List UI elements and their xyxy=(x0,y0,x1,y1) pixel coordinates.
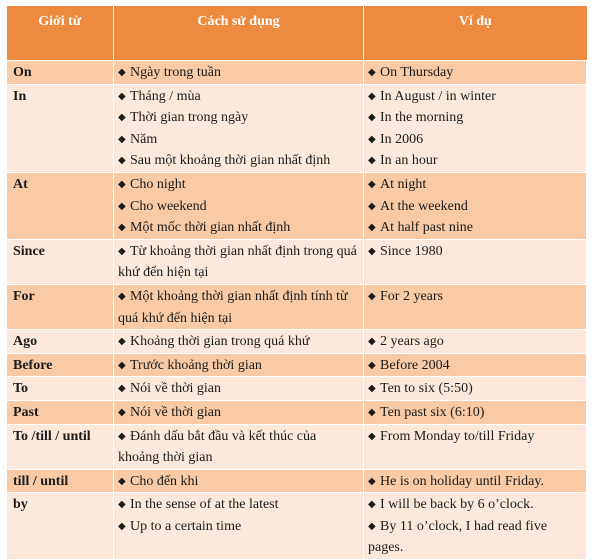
example-text: At night xyxy=(380,176,427,192)
diamond-bullet-icon: ◆ xyxy=(118,383,126,395)
usage-item xyxy=(118,62,359,84)
diamond-bullet-icon: ◆ xyxy=(368,155,376,167)
example-item xyxy=(368,286,582,308)
preposition-cell: Ago xyxy=(7,330,114,354)
diamond-bullet-icon: ◆ xyxy=(368,112,376,124)
example-text: He is on holiday until Friday. xyxy=(380,473,544,489)
diamond-bullet-icon: ◆ xyxy=(368,499,376,511)
example-text: For 2 years xyxy=(380,288,443,304)
example-item xyxy=(368,196,582,218)
usage-item xyxy=(118,355,359,377)
usage-text: Thời gian trong ngày xyxy=(130,110,249,126)
usage-text: Up to a certain time xyxy=(130,518,242,534)
diamond-bullet-icon: ◆ xyxy=(368,222,376,234)
usage-cell xyxy=(114,239,364,284)
usage-text: Từ khoảng thời gian nhất định trong quá khứ đến hiện tại xyxy=(118,243,357,281)
usage-item xyxy=(118,494,359,516)
diamond-bullet-icon: ◆ xyxy=(118,178,126,190)
table-row xyxy=(7,424,587,469)
example-item xyxy=(368,107,582,129)
usage-item xyxy=(118,196,359,218)
example-cell xyxy=(364,84,587,172)
example-cell xyxy=(364,172,587,239)
preposition-cell: Before xyxy=(7,353,114,377)
usage-cell xyxy=(114,424,364,469)
diamond-bullet-icon: ◆ xyxy=(118,133,126,145)
usage-text: Tháng / mùa xyxy=(130,88,201,104)
usage-cell xyxy=(114,84,364,172)
usage-text: Nói về thời gian xyxy=(130,404,221,420)
usage-item xyxy=(118,378,359,400)
usage-item xyxy=(118,402,359,424)
diamond-bullet-icon: ◆ xyxy=(368,178,376,190)
usage-text: Ngày trong tuần xyxy=(130,65,221,80)
diamond-bullet-icon: ◆ xyxy=(368,520,376,532)
usage-cell xyxy=(114,330,364,354)
table-row xyxy=(7,84,587,172)
diamond-bullet-icon: ◆ xyxy=(118,200,126,212)
example-cell xyxy=(364,377,587,401)
preposition-cell: till / until xyxy=(7,469,114,493)
example-text: By 11 o’clock, I had read five pages. xyxy=(368,518,548,556)
header-preposition: Giới từ xyxy=(7,6,114,61)
example-text: In the morning xyxy=(380,110,464,126)
table-row xyxy=(7,172,587,239)
usage-text: Cho night xyxy=(130,176,186,192)
usage-item xyxy=(118,331,359,353)
usage-cell xyxy=(114,61,364,85)
usage-text: Sau một khoảng thời gian nhất định xyxy=(130,153,331,169)
example-item xyxy=(368,150,582,172)
example-item xyxy=(368,86,582,108)
usage-text: Năm xyxy=(130,131,158,147)
usage-cell xyxy=(114,353,364,377)
diamond-bullet-icon: ◆ xyxy=(118,222,126,234)
diamond-bullet-icon: ◆ xyxy=(118,520,126,532)
table-body xyxy=(7,61,587,560)
usage-item xyxy=(118,86,359,108)
example-item xyxy=(368,62,582,84)
usage-cell xyxy=(114,469,364,493)
example-cell xyxy=(364,284,587,329)
example-item xyxy=(368,129,582,151)
table-row xyxy=(7,377,587,401)
usage-item xyxy=(118,107,359,129)
usage-cell xyxy=(114,284,364,329)
example-text: 2 years ago xyxy=(380,334,444,350)
usage-cell xyxy=(114,493,364,560)
diamond-bullet-icon: ◆ xyxy=(368,359,376,371)
usage-item xyxy=(118,286,359,329)
example-item xyxy=(368,331,582,353)
example-cell xyxy=(364,400,587,424)
preposition-cell: In xyxy=(7,84,114,172)
table-header-row xyxy=(7,6,587,61)
usage-item xyxy=(118,150,359,172)
usage-text: Trước khoảng thời gian xyxy=(130,357,262,373)
example-text: At the weekend xyxy=(380,198,468,214)
diamond-bullet-icon: ◆ xyxy=(118,245,126,257)
diamond-bullet-icon: ◆ xyxy=(118,112,126,124)
usage-text: Một mốc thời gian nhất định xyxy=(130,220,291,236)
preposition-cell: To xyxy=(7,377,114,401)
example-text: I will be back by 6 o’clock. xyxy=(380,497,534,513)
usage-text: Đánh dấu bắt đầu và kết thúc của khoảng thời gian xyxy=(118,428,317,466)
example-item xyxy=(368,516,582,559)
preposition-cell: Since xyxy=(7,239,114,284)
example-item xyxy=(368,471,582,493)
example-text: In an hour xyxy=(380,153,438,169)
diamond-bullet-icon: ◆ xyxy=(368,406,376,418)
example-text: In 2006 xyxy=(380,131,424,147)
table-row xyxy=(7,330,587,354)
example-text: On Thursday xyxy=(380,65,454,80)
example-text: At half past nine xyxy=(380,220,473,236)
example-cell xyxy=(364,493,587,560)
diamond-bullet-icon: ◆ xyxy=(118,499,126,511)
example-item xyxy=(368,402,582,424)
example-cell xyxy=(364,353,587,377)
diamond-bullet-icon: ◆ xyxy=(118,155,126,167)
usage-text: Nói về thời gian xyxy=(130,381,221,397)
example-cell xyxy=(364,469,587,493)
diamond-bullet-icon: ◆ xyxy=(118,475,126,487)
example-cell xyxy=(364,330,587,354)
usage-text: Cho đến khi xyxy=(130,473,199,489)
usage-cell xyxy=(114,400,364,424)
preposition-cell: On xyxy=(7,61,114,85)
table-row xyxy=(7,61,587,85)
example-item xyxy=(368,378,582,400)
table-row xyxy=(7,239,587,284)
diamond-bullet-icon: ◆ xyxy=(368,290,376,302)
example-cell xyxy=(364,239,587,284)
preposition-cell: To /till / until xyxy=(7,424,114,469)
diamond-bullet-icon: ◆ xyxy=(368,200,376,212)
example-text: Ten to six (5:50) xyxy=(380,381,473,397)
diamond-bullet-icon: ◆ xyxy=(118,290,126,302)
example-text: Before 2004 xyxy=(380,357,450,373)
table-row xyxy=(7,353,587,377)
usage-text: Khoảng thời gian trong quá khứ xyxy=(130,334,310,350)
diamond-bullet-icon: ◆ xyxy=(368,475,376,487)
usage-item xyxy=(118,426,359,469)
usage-text: Một khoảng thời gian nhất định tính từ quá khứ đến hiện tại xyxy=(118,288,348,326)
preposition-cell: At xyxy=(7,172,114,239)
example-cell xyxy=(364,61,587,85)
diamond-bullet-icon: ◆ xyxy=(368,430,376,442)
usage-text: In the sense of at the latest xyxy=(130,497,279,513)
diamond-bullet-icon: ◆ xyxy=(118,67,126,78)
example-text: In August / in winter xyxy=(380,88,496,104)
diamond-bullet-icon: ◆ xyxy=(368,336,376,348)
diamond-bullet-icon: ◆ xyxy=(118,336,126,348)
diamond-bullet-icon: ◆ xyxy=(368,67,376,78)
example-item xyxy=(368,174,582,196)
example-cell xyxy=(364,424,587,469)
usage-item xyxy=(118,471,359,493)
example-item xyxy=(368,426,582,448)
diamond-bullet-icon: ◆ xyxy=(368,383,376,395)
preposition-cell: Past xyxy=(7,400,114,424)
table-row xyxy=(7,284,587,329)
example-text: From Monday to/till Friday xyxy=(380,428,535,444)
usage-item xyxy=(118,174,359,196)
usage-text: Cho weekend xyxy=(130,198,207,214)
prepositions-table-container xyxy=(6,6,586,560)
table-row xyxy=(7,400,587,424)
usage-cell xyxy=(114,172,364,239)
usage-item xyxy=(118,516,359,538)
table-row xyxy=(7,493,587,560)
diamond-bullet-icon: ◆ xyxy=(118,90,126,102)
usage-item xyxy=(118,129,359,151)
header-example: Ví dụ xyxy=(364,6,587,61)
preposition-cell: by xyxy=(7,493,114,560)
example-text: Ten past six (6:10) xyxy=(380,404,485,420)
example-item xyxy=(368,241,582,263)
diamond-bullet-icon: ◆ xyxy=(368,245,376,257)
usage-cell xyxy=(114,377,364,401)
diamond-bullet-icon: ◆ xyxy=(118,359,126,371)
diamond-bullet-icon: ◆ xyxy=(368,90,376,102)
usage-item xyxy=(118,241,359,284)
example-text: Since 1980 xyxy=(380,243,443,259)
example-item xyxy=(368,494,582,516)
example-item xyxy=(368,217,582,239)
diamond-bullet-icon: ◆ xyxy=(118,430,126,442)
diamond-bullet-icon: ◆ xyxy=(368,133,376,145)
example-item xyxy=(368,355,582,377)
preposition-cell: For xyxy=(7,284,114,329)
header-usage: Cách sử dụng xyxy=(114,6,364,61)
prepositions-of-time-table xyxy=(6,6,587,560)
table-row xyxy=(7,469,587,493)
diamond-bullet-icon: ◆ xyxy=(118,406,126,418)
usage-item xyxy=(118,217,359,239)
